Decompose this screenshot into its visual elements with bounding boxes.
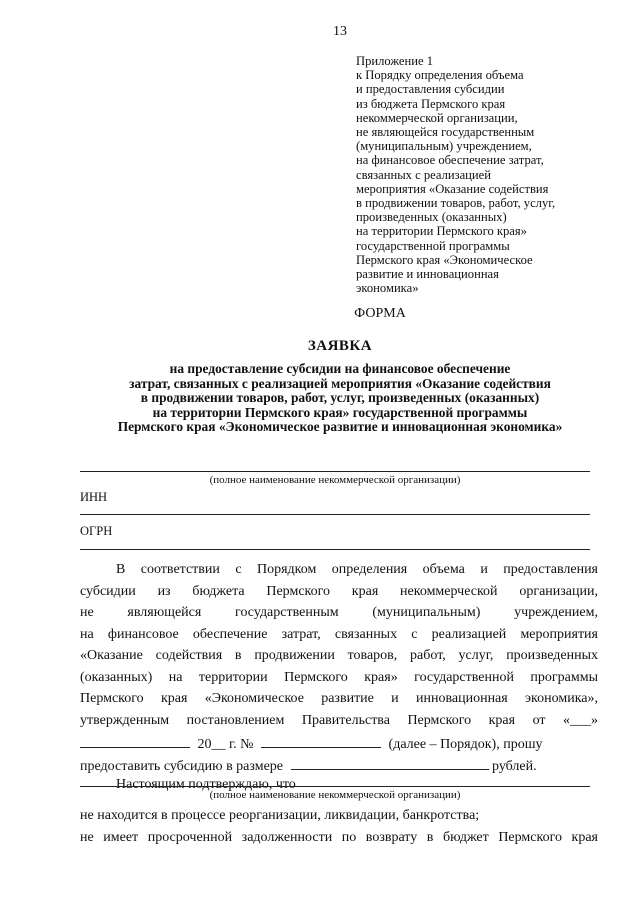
annex-line: экономика» (356, 281, 419, 296)
body-line: Пермского края «Экономическое развитие и инновационная экономика», (80, 691, 598, 706)
body-line: субсидии из бюджета Пермского края некоммерческой организации, (80, 583, 598, 599)
condition-line: не имеет просроченной задолженности по возврату в бюджет Пермского края (80, 829, 598, 845)
resolution-number-blank[interactable] (261, 734, 381, 748)
annex-line: развитие и инновационная (356, 267, 499, 282)
annex-line: Приложение 1 (356, 54, 434, 68)
condition-line: не находится в процессе реорганизации, ликвидации, банкротства; (80, 808, 480, 823)
org-name-caption-2: (полное наименование некоммерческой организации) (209, 789, 461, 801)
body-line: «Оказание содействия в продвижении товаров, работ, услуг, произведенных (80, 648, 598, 663)
body-line: не являющейся государственным (муниципальным) учреждением, (80, 605, 598, 620)
page-number: 13 (333, 24, 347, 39)
annex-line: и предоставления субсидии (356, 82, 505, 97)
annex-line: из бюджета Пермского края (356, 96, 506, 111)
form-label: ФОРМА (354, 306, 406, 321)
ogrn-label: ОГРН (80, 524, 113, 538)
year-number-text: 20__ г. № (197, 737, 254, 752)
annex-line: не являющейся государственным (356, 125, 535, 140)
amount-blank[interactable] (291, 756, 489, 770)
annex-line: некоммерческой организации, (356, 110, 518, 125)
subject-line: Пермского края «Экономическое развитие и инновационная экономика» (117, 419, 563, 435)
org-name-line[interactable] (80, 471, 590, 472)
subject-line: на предоставление субсидии на финансовое обеспечение (169, 361, 511, 376)
body-line-amount (80, 756, 598, 774)
annex-line: Пермского края «Экономическое (356, 252, 533, 267)
confirm-text: Настоящим подтверждаю, что (116, 777, 296, 792)
rubles-text: рублей. (492, 758, 537, 774)
inn-label: ИНН (80, 490, 108, 504)
subject-line: на территории Пермского края» государственной программы (152, 404, 528, 420)
hereinafter-text: (далее – Порядок), прошу (388, 737, 543, 752)
body-line: (оказанных) на территории Пермского края» государственной программы (80, 669, 598, 685)
annex-line: к Порядку определения объема (356, 68, 524, 83)
annex-line: в продвижении товаров, работ, услуг, (356, 196, 556, 211)
annex-line: мероприятия «Оказание содействия (356, 181, 549, 196)
document-title: ЗАЯВКА (307, 338, 373, 354)
annex-line: на территории Пермского края» (356, 224, 527, 239)
body-line: В соответствии с Порядком определения объема и предоставления (116, 562, 598, 577)
body-line: утвержденным постановлением Правительства Пермского края от «___» (80, 712, 598, 728)
org-name-caption: (полное наименование некоммерческой организации) (209, 474, 461, 486)
subject-line: затрат, связанных с реализацией мероприятия «Оказание содействия (129, 375, 551, 391)
subject-line: в продвижении товаров, работ, услуг, произведенных (оказанных) (140, 390, 540, 406)
inn-line[interactable] (80, 514, 590, 515)
document-subject (60, 362, 620, 435)
annex-line: (муниципальным) учреждением, (356, 139, 532, 154)
annex-block (356, 54, 626, 295)
body-line-date (80, 734, 598, 752)
annex-line: связанных с реализацией (356, 167, 491, 182)
amount-text: предоставить субсидию в размере (80, 758, 284, 774)
body-line: на финансовое обеспечение затрат, связанных с реализацией мероприятия (80, 626, 598, 642)
org-name-line-2[interactable] (80, 786, 590, 787)
date-blank[interactable] (80, 734, 190, 748)
ogrn-line[interactable] (80, 549, 590, 550)
annex-line: на финансовое обеспечение затрат, (356, 153, 544, 168)
annex-line: произведенных (оказанных) (356, 210, 507, 225)
annex-line: государственной программы (356, 238, 510, 253)
